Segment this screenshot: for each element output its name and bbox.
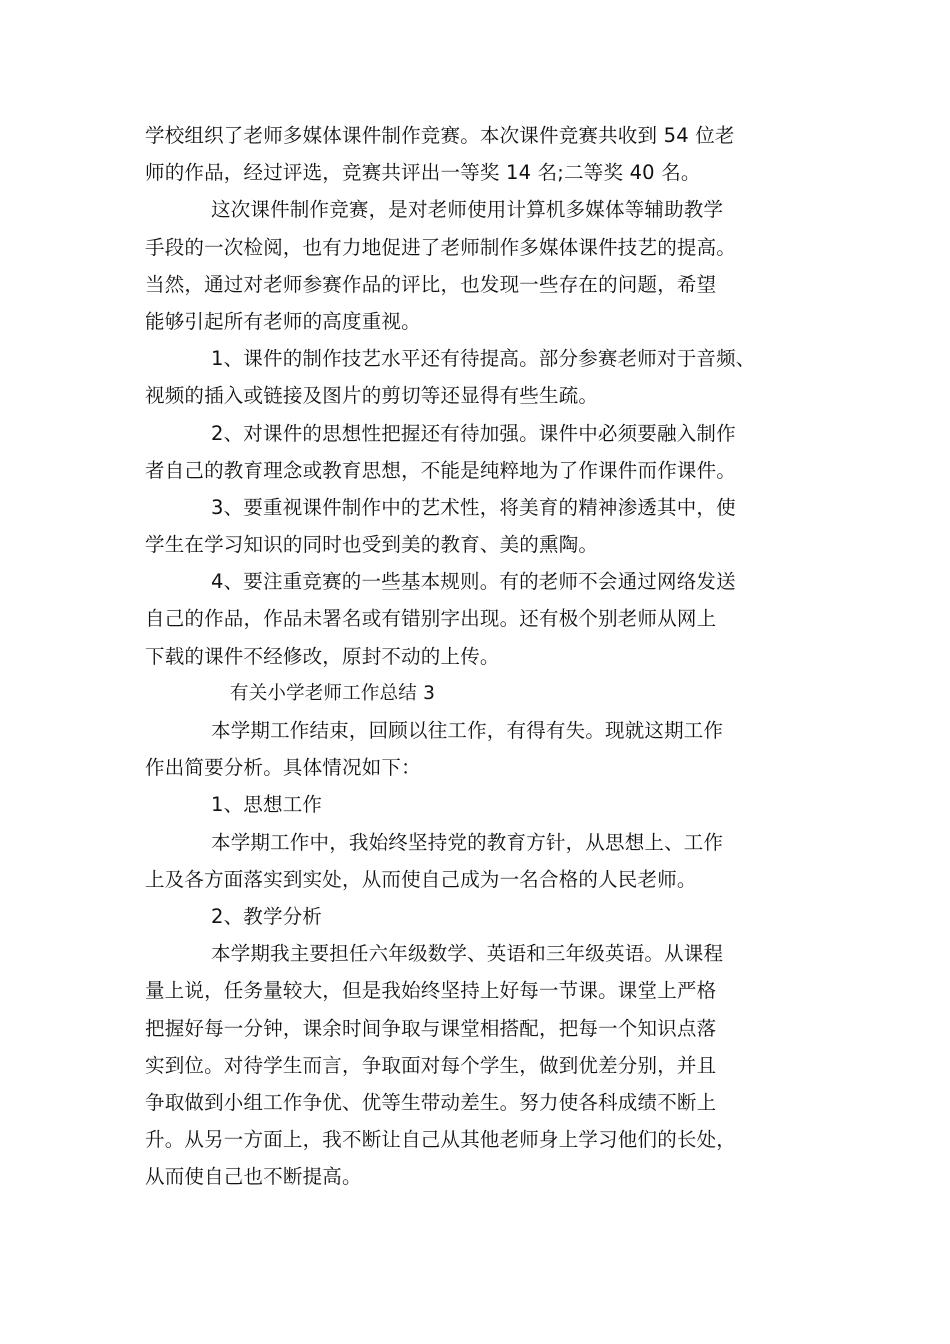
section-heading: 有关小学老师工作总结 3 xyxy=(230,682,436,704)
text-line: 手段的一次检阅，也有力地促进了老师制作多媒体课件技艺的提高。 xyxy=(145,235,737,259)
text-line: 这次课件制作竞赛，是对老师使用计算机多媒体等辅助教学 xyxy=(211,198,724,222)
text-line: 下载的课件不经修改，原封不动的上传。 xyxy=(145,644,500,668)
text-line: 自己的作品，作品未署名或有错别字出现。还有极个别老师从网上 xyxy=(145,607,717,631)
text-line: 3、要重视课件制作中的艺术性，将美育的精神渗透其中，使 xyxy=(211,495,736,519)
text-line: 把握好每一分钟，课余时间争取与课堂相搭配，把每一个知识点落 xyxy=(145,1016,717,1040)
text-line: 上及各方面落实到实处，从而使自己成为一名合格的人民老师。 xyxy=(145,867,697,891)
text-line: 本学期工作结束，回顾以往工作，有得有失。现就这期工作 xyxy=(211,719,724,742)
subheading-line: 1、思想工作 xyxy=(211,793,323,817)
text-line: 者自己的教育理念或教育思想，不能是纯粹地为了作课件而作课件。 xyxy=(145,458,737,482)
text-line: 2、对课件的思想性把握还有待加强。课件中必须要融入制作 xyxy=(211,421,736,445)
text-line: 4、要注重竞赛的一些基本规则。有的老师不会通过网络发送 xyxy=(211,570,736,594)
text-line: 实到位。对待学生而言，争取面对每个学生，做到优差分别，并且 xyxy=(145,1053,717,1077)
text-line: 从而使自己也不断提高。 xyxy=(145,1165,362,1189)
text-line: 能够引起所有老师的高度重视。 xyxy=(145,309,421,333)
text-line: 本学期工作中，我始终坚持党的教育方针，从思想上、工作 xyxy=(211,830,724,854)
text-line: 本学期我主要担任六年级数学、英语和三年级英语。从课程 xyxy=(211,942,724,966)
text-line: 当然，通过对老师参赛作品的评比，也发现一些存在的问题，希望 xyxy=(145,272,717,296)
text-line: 学生在学习知识的同时也受到美的教育、美的熏陶。 xyxy=(145,533,599,557)
text-line: 升。从另一方面上，我不断让自己从其他老师身上学习他们的长处， xyxy=(145,1128,737,1152)
document-body xyxy=(145,117,815,1195)
text-line: 1、课件的制作技艺水平还有待提高。部分参赛老师对于音频、 xyxy=(211,347,756,371)
text-line: 师的作品，经过评选，竞赛共评出一等奖 14 名;二等奖 40 名。 xyxy=(145,161,701,185)
text-line: 量上说，任务量较大，但是我始终坚持上好每一节课。课堂上严格 xyxy=(145,979,717,1003)
subheading-line: 2、教学分析 xyxy=(211,904,323,928)
text-line: 争取做到小组工作争优、优等生带动差生。努力使各科成绩不断上 xyxy=(145,1090,717,1114)
text-line: 学校组织了老师多媒体课件制作竞赛。本次课件竞赛共收到 54 位老 xyxy=(145,124,735,147)
text-line: 视频的插入或链接及图片的剪切等还显得有些生疏。 xyxy=(145,384,599,408)
text-line: 作出简要分析。具体情况如下： xyxy=(145,756,421,780)
